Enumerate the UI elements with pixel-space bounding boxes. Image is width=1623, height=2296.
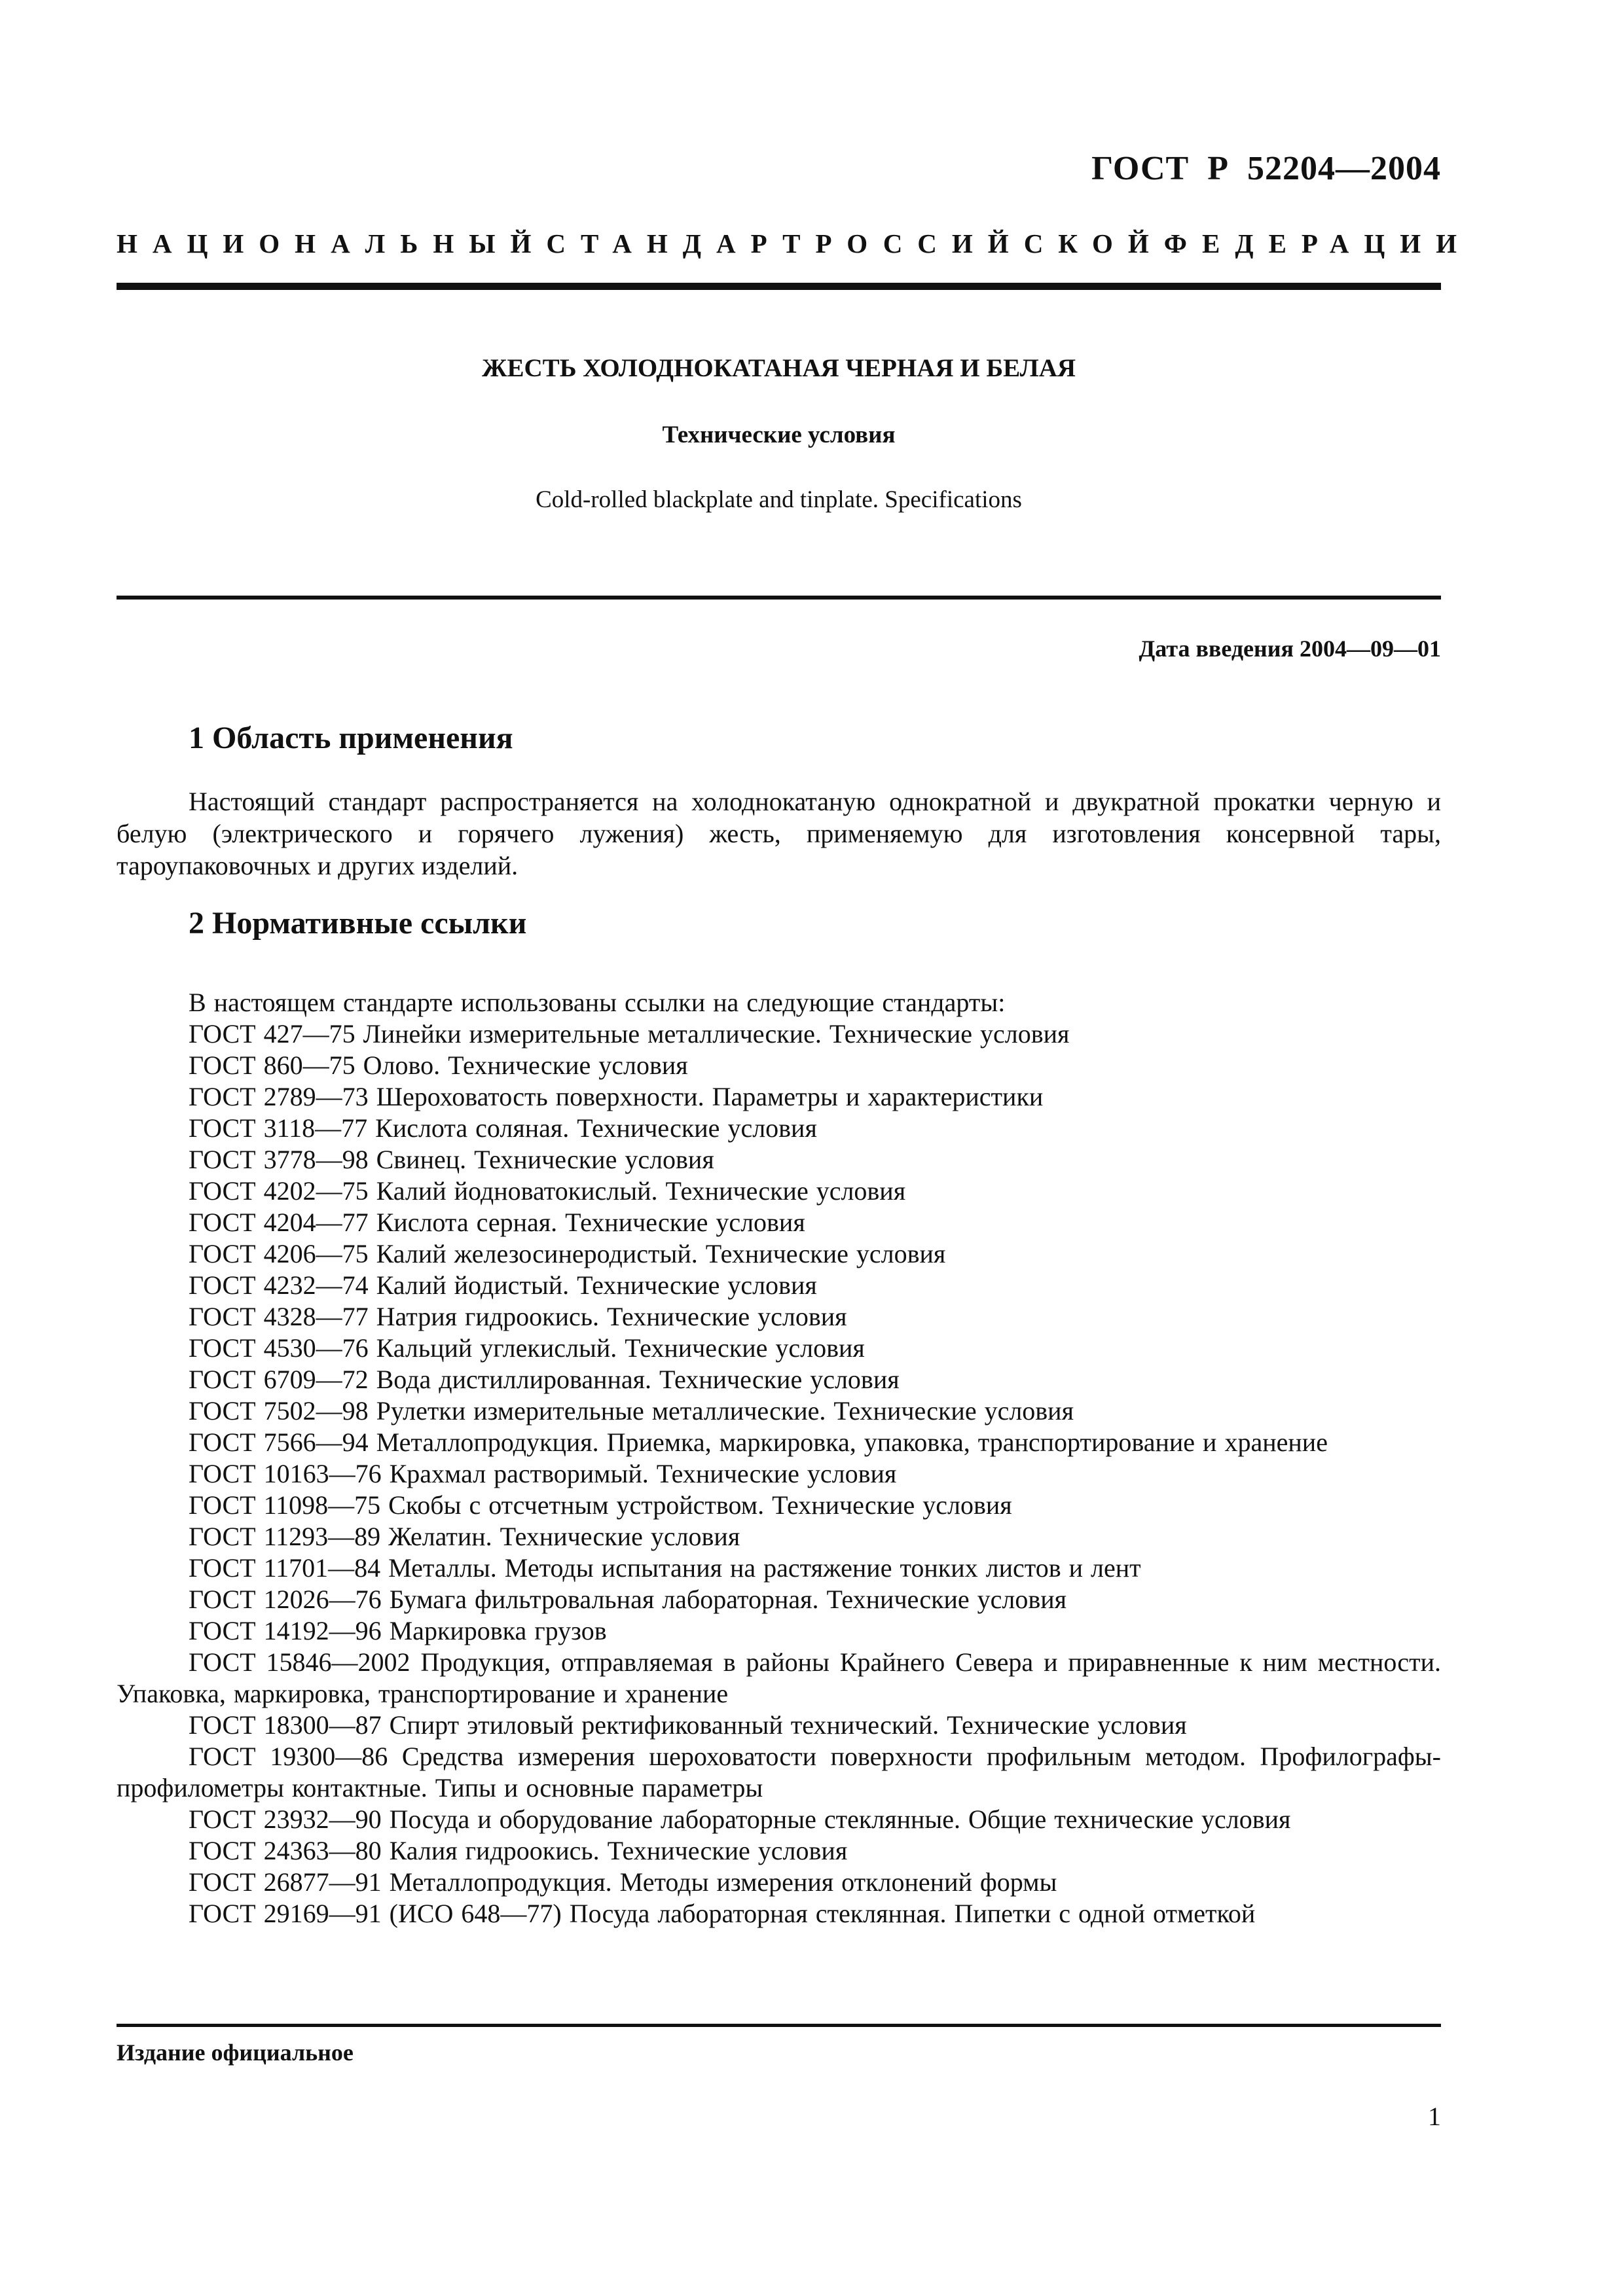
reference-item: ГОСТ 7566—94 Металлопродукция. Приемка, маркировка, упаковка, транспортирование и хранение — [189, 1427, 1328, 1457]
section-1-heading: 1 Область применения — [189, 721, 513, 755]
reference-item: ГОСТ 427—75 Линейки измерительные металлические. Технические условия — [189, 1019, 1070, 1049]
reference-item: ГОСТ 10163—76 Крахмал растворимый. Технические условия — [189, 1459, 897, 1488]
reference-item: ГОСТ 18300—87 Спирт этиловый ректификованный технический. Технические условия — [189, 1710, 1187, 1740]
reference-item: ГОСТ 14192—96 Маркировка грузов — [189, 1616, 607, 1645]
reference-item: ГОСТ 7502—98 Рулетки измерительные металлические. Технические условия — [189, 1396, 1074, 1426]
document-code: ГОСТ Р 52204—2004 — [1091, 150, 1441, 187]
document-title: ЖЕСТЬ ХОЛОДНОКАТАНАЯ ЧЕРНАЯ И БЕЛАЯ — [481, 354, 1076, 382]
reference-item: ГОСТ 11098—75 Скобы с отсчетным устройством. Технические условия — [189, 1490, 1012, 1520]
document-subtitle: Технические условия — [662, 422, 896, 448]
reference-item: ГОСТ 3778—98 Свинец. Технические условия — [189, 1145, 714, 1174]
banner-word: ФЕДЕРАЦИИ — [1163, 228, 1472, 259]
banner-word: НАЦИОНАЛЬНЫЙ — [117, 228, 547, 259]
reference-item: ГОСТ 4232—74 Калий йодистый. Технические условия — [189, 1270, 817, 1300]
reference-item: ГОСТ 4328—77 Натрия гидроокись. Технические условия — [189, 1302, 847, 1331]
banner-word: РОССИЙСКОЙ — [815, 228, 1164, 259]
reference-item: ГОСТ 19300—86 Средства измерения шероховатости поверхности профильным методом. Профилографы-профилометры контактные. Типы и основные параметры — [117, 1742, 1441, 1803]
reference-items — [117, 1018, 1441, 1929]
reference-item: ГОСТ 23932—90 Посуда и оборудование лабораторные стеклянные. Общие технические условия — [189, 1804, 1291, 1834]
reference-item: ГОСТ 4206—75 Калий железосинеродистый. Технические условия — [189, 1239, 946, 1268]
footer-rule — [117, 2024, 1441, 2027]
reference-item: ГОСТ 11701—84 Металлы. Методы испытания на растяжение тонких листов и лент — [189, 1553, 1141, 1583]
reference-item: ГОСТ 860—75 Олово. Технические условия — [189, 1050, 688, 1080]
page-number: 1 — [1428, 2102, 1441, 2131]
reference-item: ГОСТ 12026—76 Бумага фильтровальная лабораторная. Технические условия — [189, 1585, 1067, 1614]
reference-item: ГОСТ 24363—80 Калия гидроокись. Технические условия — [189, 1836, 848, 1865]
edition-label: Издание официальное — [117, 2039, 354, 2066]
references-list — [117, 987, 1441, 1929]
national-standard-banner — [117, 228, 1472, 259]
section-1-text: Настоящий стандарт распространяется на холоднокатаную однократной и двукратной прокатки черную и белую (электрического и горячего лужения) жесть, применяемую для изготовления консервной тары, тароупаковочных и других изделий. — [117, 787, 1441, 880]
reference-item: ГОСТ 2789—73 Шероховатость поверхности. Параметры и характеристики — [189, 1082, 1044, 1111]
reference-item: ГОСТ 4204—77 Кислота серная. Технические условия — [189, 1208, 805, 1237]
reference-item: ГОСТ 26877—91 Металлопродукция. Методы измерения отклонений формы — [189, 1867, 1057, 1897]
reference-item: ГОСТ 11293—89 Желатин. Технические условия — [189, 1522, 740, 1551]
reference-item: ГОСТ 4530—76 Кальций углекислый. Технические условия — [189, 1333, 865, 1363]
references-intro: В настоящем стандарте использованы ссылки на следующие стандарты: — [189, 988, 1006, 1017]
banner-word: СТАНДАРТ — [546, 228, 816, 259]
reference-item: ГОСТ 4202—75 Калий йодноватокислый. Технические условия — [189, 1176, 906, 1206]
title-rule — [117, 596, 1441, 600]
reference-item: ГОСТ 3118—77 Кислота соляная. Технические условия — [189, 1113, 817, 1143]
reference-item: ГОСТ 29169—91 (ИСО 648—77) Посуда лабораторная стеклянная. Пипетки с одной отметкой — [189, 1899, 1256, 1928]
introduction-date: Дата введения 2004—09—01 — [1139, 636, 1441, 662]
reference-item: ГОСТ 6709—72 Вода дистиллированная. Технические условия — [189, 1365, 900, 1394]
section-2-heading: 2 Нормативные ссылки — [189, 906, 527, 941]
english-title: Cold-rolled blackplate and tinplate. Specifications — [536, 486, 1022, 513]
header-rule — [117, 283, 1441, 290]
reference-item: ГОСТ 15846—2002 Продукция, отправляемая в районы Крайнего Севера и приравненные к ним местности. Упаковка, маркировка, транспортирование и хранение — [117, 1647, 1441, 1708]
